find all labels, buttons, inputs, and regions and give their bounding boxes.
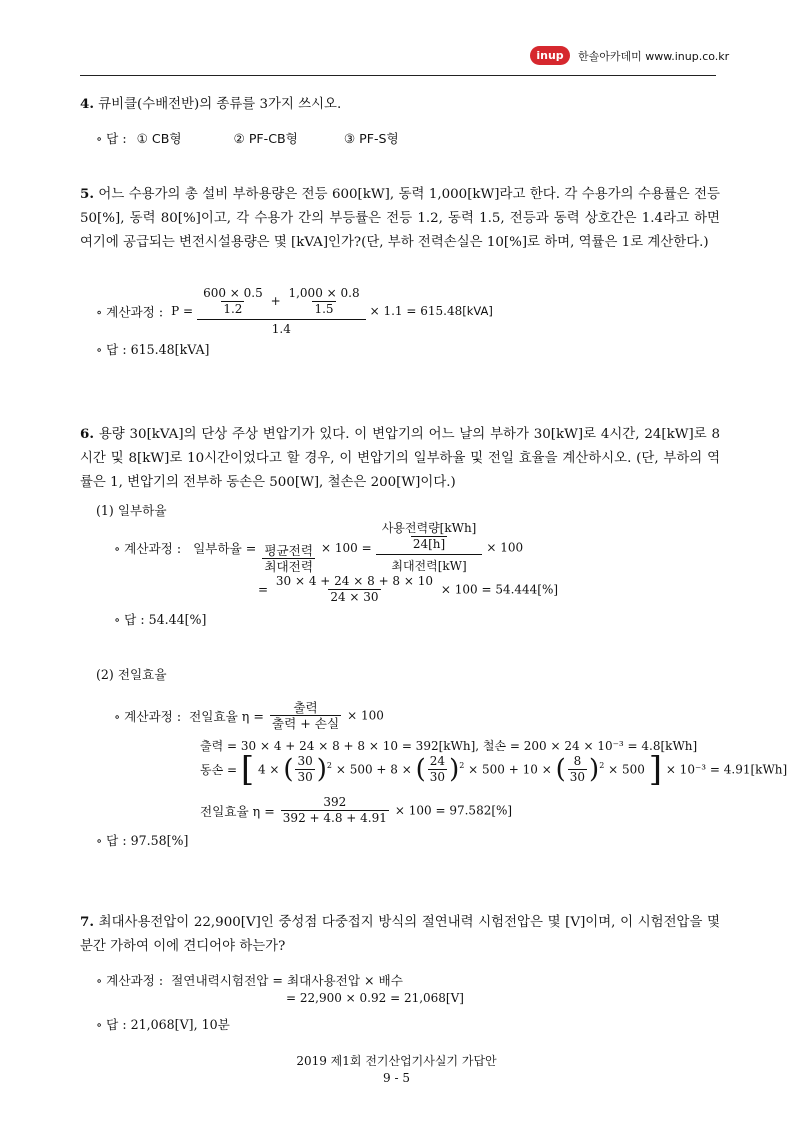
question-text: 용량 30[kVA]의 단상 주상 변압기가 있다. 이 변압기의 어느 날의 부하가 30[kW]로 4시간, 24[kW]로 8시간 및 8[kW]로 10시간이었다고 할 경우, 이 변압기의 일부하율 및 전일 효율을 계산하시오. (단, 부하의 역률은 1, 변압기의 전부하 동손은 500[W], 철손은 200[W]이다.) [80, 427, 720, 490]
frac-den: 1.5 [314, 302, 334, 316]
frac-den: 30 [429, 770, 446, 784]
frac-den: 24 × 30 [330, 590, 379, 604]
frac-num: 사용전력량[kWh] [381, 521, 477, 535]
question-number: 7. [80, 914, 94, 930]
energy-fraction [376, 521, 483, 574]
efficiency-lhs: 전일효율 η = [200, 804, 275, 819]
question-5 [80, 182, 720, 255]
equals: = [258, 582, 269, 597]
efficiency-lhs: 전일효율 η = [189, 709, 264, 724]
p1-calc-line1 [114, 521, 523, 574]
copper-loss-lhs: 동손 = [200, 763, 238, 777]
answer-item-1: ① CB형 [136, 131, 182, 146]
question-number: 4. [80, 96, 94, 112]
times-100: × 100 [347, 708, 384, 723]
times-100-tail: × 100 [486, 540, 524, 555]
frac-den: 24[h] [412, 537, 446, 551]
p2-answer: ∘ 답 : 97.58[%] [96, 833, 189, 848]
answer-label: ∘ 답 : [96, 131, 127, 146]
frac-num: 24 [429, 754, 446, 768]
q5-unit: [kVA] [462, 304, 493, 318]
term-4: × 500 [608, 762, 645, 777]
footer-title: 2019 제1회 전기산업기사실기 가답안 [296, 1054, 497, 1068]
frac-num: 30 × 4 + 24 × 8 + 8 × 10 [275, 574, 434, 588]
frac-num: 30 [297, 754, 313, 768]
term-1: 4 × [257, 762, 280, 777]
p2-calc-line3: 동손 = [ 4 × ( $\frac{30}{30}$ )$^2$ × 500 + 8 × ( $\frac{24}{30}$ )$^2$ × 500 + 10 × ( $\frac{8}{30}$ )$^2$ × 500 ] × 10⁻³ = 4.91[kWh] [200, 749, 788, 790]
q5-main-fraction [197, 286, 366, 336]
p2-calc-line1 [114, 700, 384, 731]
p1-answer: ∘ 답 : 54.44[%] [114, 612, 207, 627]
question-text: 어느 수용가의 총 설비 부하용량은 전등 600[kW], 동력 1,000[kW]라고 한다. 각 수용가의 수용률은 전등 50[%], 동력 80[%]이고, 각 수용가 간의 부등률은 전등 1.2, 동력 1.5, 전등과 동력 상호간은 1.4라고 하면 여기에 공급되는 변전시설용량은 몇 [kVA]인가?(단, 부하 전력손실은 10[%]로 하며, 역률은 1로 계산한다.) [80, 187, 720, 250]
test-voltage-formula: 절연내력시험전압 = 최대사용전압 × 배수 [171, 973, 403, 988]
p2-calc-line2: 출력 = 30 × 4 + 24 × 8 + 8 × 10 = 392[kWh], 철손 = 200 × 24 × 10⁻³ = 4.8[kWh] [200, 739, 698, 753]
frac-num: 출력 [293, 700, 318, 715]
frac-num: 평균전력 [264, 543, 314, 558]
frac-den: 30 [297, 770, 313, 784]
term-3: × 500 + 10 × [468, 762, 552, 777]
answer-item-3: ③ PF-S형 [343, 131, 399, 146]
answer-item-2: ② PF-CB형 [233, 131, 298, 146]
question-number: 6. [80, 426, 94, 442]
q7-calc-line2: = 22,900 × 0.92 = 21,068[V] [286, 991, 464, 1005]
frac-num: 392 [323, 795, 347, 809]
frac-den: 출력 + 손실 [271, 716, 340, 731]
q4-answer [96, 128, 399, 147]
p-equals: P = [171, 304, 194, 318]
q5-answer: ∘ 답 : 615.48[kVA] [96, 342, 210, 357]
q7-calc-line1 [96, 970, 403, 989]
page-number: 9 - 5 [383, 1071, 410, 1085]
q7-answer: ∘ 답 : 21,068[V], 10분 [96, 1017, 230, 1032]
plus-sign: + [270, 294, 281, 308]
frac-num: 1,000 × 0.8 [288, 286, 360, 300]
part-2-label: (2) 전일효율 [96, 667, 167, 682]
calc-label: ∘ 계산과정 : [96, 973, 164, 988]
question-6 [80, 422, 720, 495]
calc-label: ∘ 계산과정 : [114, 541, 182, 556]
result: × 100 = 54.444[%] [440, 582, 559, 597]
question-7 [80, 910, 720, 959]
header-rule [80, 75, 716, 76]
q5-tail: × 1.1 = 615.48 [369, 304, 463, 318]
inup-logo: inup [530, 46, 570, 65]
question-number: 5. [80, 186, 94, 202]
efficiency-result: × 100 = 97.582[%] [394, 803, 513, 818]
main-den: 최대전력[kW] [376, 554, 483, 574]
term-2: × 500 + 8 × [335, 762, 412, 777]
main-den: 1.4 [197, 319, 366, 336]
question-text: 최대사용전압이 22,900[V]인 중성점 다중접지 방식의 절연내력 시험전압은 몇 [V]이며, 이 시험전압을 몇 분간 가하여 이에 견디어야 하는가? [80, 915, 720, 954]
part-1-label: (1) 일부하율 [96, 503, 167, 518]
frac-num: 600 × 0.5 [203, 286, 263, 300]
frac-den: 1.2 [223, 302, 243, 316]
times-100: × 100 = [321, 540, 372, 555]
copper-loss-result: × 10⁻³ = 4.91[kWh] [665, 762, 788, 777]
load-factor-lhs: 일부하율 = [193, 541, 257, 556]
question-text: 큐비클(수배전반)의 종류를 3가지 쓰시오. [98, 97, 342, 112]
frac-den: 최대전력 [264, 559, 314, 574]
brand-text: 한솔아카데미 www.inup.co.kr [578, 50, 730, 63]
frac-num: 8 [573, 754, 582, 768]
calc-label: ∘ 계산과정 : [114, 709, 182, 724]
frac-den: 392 + 4.8 + 4.91 [282, 811, 387, 825]
calc-label: ∘ 계산과정 : [96, 304, 164, 320]
q5-calculation [96, 286, 493, 336]
question-4 [80, 92, 720, 117]
p2-calc-line4 [200, 795, 512, 826]
frac-den: 30 [569, 770, 586, 784]
p1-calc-line2 [258, 574, 558, 605]
